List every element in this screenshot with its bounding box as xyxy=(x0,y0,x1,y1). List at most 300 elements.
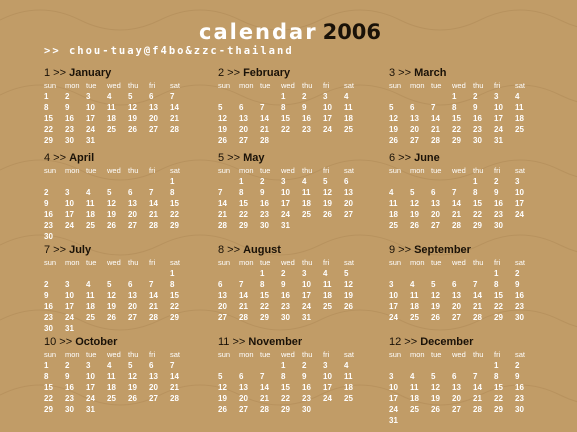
month-block xyxy=(389,66,539,146)
day-cell xyxy=(473,268,494,279)
weekday-label: fri xyxy=(323,166,330,175)
day-cell xyxy=(431,91,452,102)
month-number: 11 >> xyxy=(218,336,249,348)
day-cell: 18 xyxy=(107,114,116,123)
week-row xyxy=(44,312,194,323)
month-header xyxy=(44,151,194,165)
day-cell: 3 xyxy=(389,372,394,381)
day-cell xyxy=(239,268,260,279)
week-row xyxy=(389,371,539,382)
week-row xyxy=(218,290,368,301)
weekday-label: tue xyxy=(86,166,97,175)
day-cell: 8 xyxy=(260,280,265,289)
week-row xyxy=(44,279,194,290)
day-cell: 17 xyxy=(389,394,398,403)
day-cell: 31 xyxy=(389,416,398,425)
day-cell: 29 xyxy=(44,405,53,414)
day-cell: 21 xyxy=(260,394,269,403)
weekday-label: wed xyxy=(452,258,466,267)
day-cell: 14 xyxy=(260,114,269,123)
week-row xyxy=(44,393,194,404)
day-cell xyxy=(149,176,170,187)
day-cell: 4 xyxy=(410,280,415,289)
day-cell xyxy=(86,268,107,279)
day-cell: 17 xyxy=(323,114,332,123)
weekday-header-row xyxy=(389,258,539,268)
weekday-label: mon xyxy=(410,166,425,175)
week-row xyxy=(44,404,194,415)
day-cell: 19 xyxy=(323,199,332,208)
weekday-header-row xyxy=(218,81,368,91)
day-cell: 11 xyxy=(86,199,95,208)
week-row xyxy=(44,198,194,209)
day-cell: 17 xyxy=(281,199,290,208)
week-row xyxy=(44,323,194,334)
weekday-label: mon xyxy=(410,350,425,359)
day-cell xyxy=(410,360,431,371)
week-row xyxy=(389,393,539,404)
weekday-label: sun xyxy=(389,350,402,359)
day-cell: 18 xyxy=(344,383,353,392)
week-row xyxy=(389,415,539,426)
month-header xyxy=(389,243,539,257)
day-cell: 7 xyxy=(239,280,244,289)
day-cell: 8 xyxy=(473,188,478,197)
week-row xyxy=(218,91,368,102)
day-cell: 8 xyxy=(494,280,499,289)
day-cell: 12 xyxy=(218,114,227,123)
weekday-label: tue xyxy=(86,350,97,359)
weekday-label: sat xyxy=(344,166,355,175)
day-cell: 9 xyxy=(473,103,478,112)
month-number: 9 >> xyxy=(389,244,415,256)
week-row xyxy=(389,312,539,323)
day-cell: 18 xyxy=(86,302,95,311)
day-cell: 19 xyxy=(218,125,227,134)
day-cell: 3 xyxy=(302,269,307,278)
weekday-label: tue xyxy=(260,166,271,175)
day-cell: 9 xyxy=(281,280,286,289)
day-cell: 30 xyxy=(473,136,482,145)
day-cell: 16 xyxy=(44,210,53,219)
day-cell: 25 xyxy=(86,221,95,230)
day-cell xyxy=(170,135,191,146)
day-cell: 1 xyxy=(281,361,286,370)
day-cell: 3 xyxy=(494,92,499,101)
day-cell: 21 xyxy=(170,114,179,123)
weekday-label: thu xyxy=(473,81,484,90)
day-cell: 24 xyxy=(323,394,332,403)
day-cell: 4 xyxy=(107,361,112,370)
day-cell: 17 xyxy=(86,114,95,123)
day-cell: 17 xyxy=(65,302,74,311)
day-cell xyxy=(107,231,128,242)
weekday-label: wed xyxy=(281,166,295,175)
day-cell xyxy=(149,268,170,279)
day-cell: 4 xyxy=(389,188,394,197)
day-cell: 6 xyxy=(128,280,133,289)
day-cell: 24 xyxy=(323,125,332,134)
day-cell: 17 xyxy=(515,199,524,208)
day-cell xyxy=(323,312,344,323)
day-cell: 19 xyxy=(344,291,353,300)
week-row xyxy=(218,268,368,279)
day-cell: 5 xyxy=(431,372,436,381)
day-cell xyxy=(281,135,302,146)
week-row xyxy=(389,209,539,220)
day-cell xyxy=(107,404,128,415)
day-cell: 23 xyxy=(260,210,269,219)
day-cell: 5 xyxy=(344,269,349,278)
day-cell: 28 xyxy=(260,405,269,414)
day-cell: 23 xyxy=(515,394,524,403)
day-cell xyxy=(302,135,323,146)
day-cell: 31 xyxy=(65,324,74,333)
day-cell: 27 xyxy=(239,136,248,145)
day-cell: 23 xyxy=(44,221,53,230)
day-cell: 20 xyxy=(239,394,248,403)
day-cell: 18 xyxy=(515,114,524,123)
day-cell: 31 xyxy=(281,221,290,230)
day-cell: 19 xyxy=(128,114,137,123)
weekday-label: thu xyxy=(302,258,313,267)
day-cell: 12 xyxy=(389,114,398,123)
day-cell xyxy=(260,360,281,371)
month-block xyxy=(218,335,368,415)
day-cell: 29 xyxy=(494,405,503,414)
day-cell: 8 xyxy=(44,103,49,112)
weekday-header-row xyxy=(389,81,539,91)
day-cell: 18 xyxy=(389,210,398,219)
month-block xyxy=(389,243,539,323)
day-cell: 22 xyxy=(239,210,248,219)
day-cell: 13 xyxy=(410,114,419,123)
week-row xyxy=(389,91,539,102)
day-cell: 13 xyxy=(149,372,158,381)
day-cell: 13 xyxy=(452,383,461,392)
week-row xyxy=(44,209,194,220)
day-cell: 28 xyxy=(473,405,482,414)
day-cell xyxy=(260,91,281,102)
day-cell: 26 xyxy=(431,313,440,322)
day-cell xyxy=(389,176,410,187)
day-cell: 24 xyxy=(389,313,398,322)
weekday-label: wed xyxy=(281,350,295,359)
day-cell: 17 xyxy=(86,383,95,392)
day-cell xyxy=(149,231,170,242)
day-cell xyxy=(218,268,239,279)
day-cell: 16 xyxy=(494,199,503,208)
day-cell: 19 xyxy=(431,302,440,311)
day-cell: 25 xyxy=(515,125,524,134)
day-cell: 11 xyxy=(107,372,116,381)
day-cell: 26 xyxy=(410,221,419,230)
day-cell: 27 xyxy=(410,136,419,145)
month-name: January xyxy=(69,67,112,79)
weekday-label: sat xyxy=(344,258,355,267)
weekday-label: tue xyxy=(86,81,97,90)
day-cell: 1 xyxy=(170,269,175,278)
day-cell: 5 xyxy=(410,188,415,197)
day-cell: 30 xyxy=(281,313,290,322)
day-cell: 17 xyxy=(323,383,332,392)
day-cell xyxy=(344,220,365,231)
day-cell: 8 xyxy=(239,188,244,197)
week-row xyxy=(389,135,539,146)
month-block xyxy=(44,151,194,242)
day-cell: 28 xyxy=(170,125,179,134)
day-cell xyxy=(410,415,431,426)
day-cell: 15 xyxy=(494,291,503,300)
weekday-label: wed xyxy=(107,81,121,90)
week-row xyxy=(218,187,368,198)
day-cell: 14 xyxy=(149,291,158,300)
day-cell xyxy=(494,415,515,426)
day-cell: 4 xyxy=(344,361,349,370)
day-cell: 25 xyxy=(107,394,116,403)
day-cell: 31 xyxy=(302,313,311,322)
day-cell: 15 xyxy=(281,383,290,392)
day-cell: 24 xyxy=(86,125,95,134)
weekday-label: thu xyxy=(302,350,313,359)
day-cell: 16 xyxy=(302,114,311,123)
day-cell: 12 xyxy=(218,383,227,392)
month-block xyxy=(389,335,539,426)
weekday-header-row xyxy=(44,81,194,91)
day-cell: 27 xyxy=(149,394,158,403)
day-cell xyxy=(323,135,344,146)
week-row xyxy=(218,176,368,187)
day-cell: 26 xyxy=(128,394,137,403)
weekday-label: wed xyxy=(281,81,295,90)
weekday-label: sun xyxy=(44,350,57,359)
day-cell xyxy=(128,176,149,187)
day-cell: 21 xyxy=(431,125,440,134)
day-cell: 15 xyxy=(170,199,179,208)
day-cell: 29 xyxy=(170,221,179,230)
weekday-label: tue xyxy=(86,258,97,267)
day-cell: 17 xyxy=(389,302,398,311)
weekday-label: tue xyxy=(431,81,442,90)
day-cell: 25 xyxy=(86,313,95,322)
day-cell: 22 xyxy=(44,394,53,403)
day-cell xyxy=(128,231,149,242)
day-cell xyxy=(107,268,128,279)
day-cell: 22 xyxy=(170,302,179,311)
day-cell: 3 xyxy=(515,177,520,186)
day-cell: 16 xyxy=(302,383,311,392)
week-row xyxy=(218,135,368,146)
day-cell: 28 xyxy=(149,221,158,230)
week-row xyxy=(389,187,539,198)
weekday-label: mon xyxy=(239,81,254,90)
week-row xyxy=(218,312,368,323)
weekday-label: mon xyxy=(65,258,80,267)
day-cell: 12 xyxy=(128,372,137,381)
day-cell: 19 xyxy=(218,394,227,403)
day-cell: 5 xyxy=(218,103,223,112)
day-cell: 3 xyxy=(65,188,70,197)
day-cell: 6 xyxy=(218,280,223,289)
weekday-label: mon xyxy=(65,166,80,175)
day-cell: 8 xyxy=(44,372,49,381)
day-cell: 15 xyxy=(260,291,269,300)
day-cell: 23 xyxy=(473,125,482,134)
day-cell: 1 xyxy=(170,177,175,186)
day-cell: 20 xyxy=(344,199,353,208)
weekday-label: thu xyxy=(473,350,484,359)
day-cell: 2 xyxy=(473,92,478,101)
day-cell: 16 xyxy=(260,199,269,208)
day-cell: 27 xyxy=(344,210,353,219)
day-cell xyxy=(431,268,452,279)
day-cell: 14 xyxy=(149,199,158,208)
weekday-label: tue xyxy=(260,350,271,359)
day-cell: 24 xyxy=(86,394,95,403)
day-cell: 14 xyxy=(260,383,269,392)
weekday-label: sun xyxy=(218,258,231,267)
day-cell: 7 xyxy=(452,188,457,197)
weekday-label: fri xyxy=(149,166,156,175)
day-cell: 1 xyxy=(44,361,49,370)
day-cell: 1 xyxy=(260,269,265,278)
day-cell: 22 xyxy=(170,210,179,219)
week-row xyxy=(218,279,368,290)
day-cell: 13 xyxy=(431,199,440,208)
week-row xyxy=(389,198,539,209)
day-cell xyxy=(128,323,149,334)
weekday-label: sat xyxy=(170,350,181,359)
month-number: 4 >> xyxy=(44,152,70,164)
week-row xyxy=(218,382,368,393)
month-name: October xyxy=(75,336,118,348)
day-cell: 10 xyxy=(389,383,398,392)
day-cell: 20 xyxy=(452,302,461,311)
day-cell: 28 xyxy=(260,136,269,145)
day-cell: 21 xyxy=(473,394,482,403)
day-cell: 21 xyxy=(149,210,158,219)
weekday-label: fri xyxy=(149,350,156,359)
day-cell: 16 xyxy=(65,383,74,392)
day-cell xyxy=(323,220,344,231)
day-cell: 2 xyxy=(65,92,70,101)
day-cell: 3 xyxy=(323,92,328,101)
month-number: 3 >> xyxy=(389,67,415,79)
day-cell: 5 xyxy=(128,361,133,370)
day-cell: 12 xyxy=(431,383,440,392)
day-cell: 1 xyxy=(239,177,244,186)
day-cell: 6 xyxy=(452,372,457,381)
day-cell: 27 xyxy=(149,125,158,134)
day-cell: 24 xyxy=(65,221,74,230)
day-cell: 18 xyxy=(410,302,419,311)
weekday-label: wed xyxy=(452,350,466,359)
week-row xyxy=(44,113,194,124)
day-cell: 6 xyxy=(431,188,436,197)
week-row xyxy=(44,91,194,102)
day-cell: 10 xyxy=(302,280,311,289)
weekday-label: sun xyxy=(44,81,57,90)
day-cell: 16 xyxy=(473,114,482,123)
day-cell: 14 xyxy=(170,372,179,381)
month-name: July xyxy=(69,244,92,256)
day-cell: 9 xyxy=(515,280,520,289)
day-cell: 27 xyxy=(431,221,440,230)
day-cell xyxy=(218,91,239,102)
day-cell xyxy=(473,360,494,371)
day-cell: 30 xyxy=(44,232,53,241)
day-cell: 7 xyxy=(149,280,154,289)
weekday-label: mon xyxy=(410,258,425,267)
week-row xyxy=(218,220,368,231)
day-cell: 3 xyxy=(86,92,91,101)
weekday-label: mon xyxy=(65,81,80,90)
day-cell: 8 xyxy=(281,103,286,112)
day-cell: 22 xyxy=(281,394,290,403)
weekday-header-row xyxy=(389,166,539,176)
day-cell: 2 xyxy=(515,269,520,278)
weekday-header-row xyxy=(218,166,368,176)
month-header xyxy=(44,243,194,257)
day-cell: 4 xyxy=(515,92,520,101)
day-cell xyxy=(410,91,431,102)
day-cell: 13 xyxy=(452,291,461,300)
day-cell xyxy=(128,404,149,415)
day-cell: 9 xyxy=(515,372,520,381)
day-cell: 6 xyxy=(239,372,244,381)
day-cell: 29 xyxy=(473,221,482,230)
day-cell: 3 xyxy=(65,280,70,289)
day-cell xyxy=(302,220,323,231)
weekday-label: sat xyxy=(515,258,526,267)
month-name: May xyxy=(243,152,265,164)
day-cell: 6 xyxy=(452,280,457,289)
month-block xyxy=(389,151,539,231)
week-row xyxy=(44,382,194,393)
day-cell: 13 xyxy=(149,103,158,112)
weekday-label: thu xyxy=(128,350,139,359)
day-cell xyxy=(128,135,149,146)
month-name: June xyxy=(414,152,440,164)
day-cell: 27 xyxy=(239,405,248,414)
week-row xyxy=(389,279,539,290)
week-row xyxy=(44,124,194,135)
day-cell: 30 xyxy=(515,313,524,322)
day-cell: 2 xyxy=(281,269,286,278)
day-cell: 5 xyxy=(323,177,328,186)
day-cell: 19 xyxy=(107,210,116,219)
day-cell: 18 xyxy=(107,383,116,392)
month-block xyxy=(218,66,368,146)
day-cell: 14 xyxy=(170,103,179,112)
day-cell: 1 xyxy=(452,92,457,101)
day-cell: 18 xyxy=(302,199,311,208)
day-cell: 22 xyxy=(473,210,482,219)
month-block xyxy=(44,66,194,146)
day-cell: 2 xyxy=(44,188,49,197)
weekday-header-row xyxy=(44,258,194,268)
day-cell: 11 xyxy=(410,383,419,392)
month-header xyxy=(389,335,539,349)
day-cell: 7 xyxy=(260,103,265,112)
month-name: December xyxy=(420,336,474,348)
day-cell: 19 xyxy=(128,383,137,392)
day-cell: 26 xyxy=(218,405,227,414)
day-cell: 1 xyxy=(494,269,499,278)
day-cell: 10 xyxy=(389,291,398,300)
day-cell xyxy=(86,231,107,242)
month-header xyxy=(44,66,194,80)
